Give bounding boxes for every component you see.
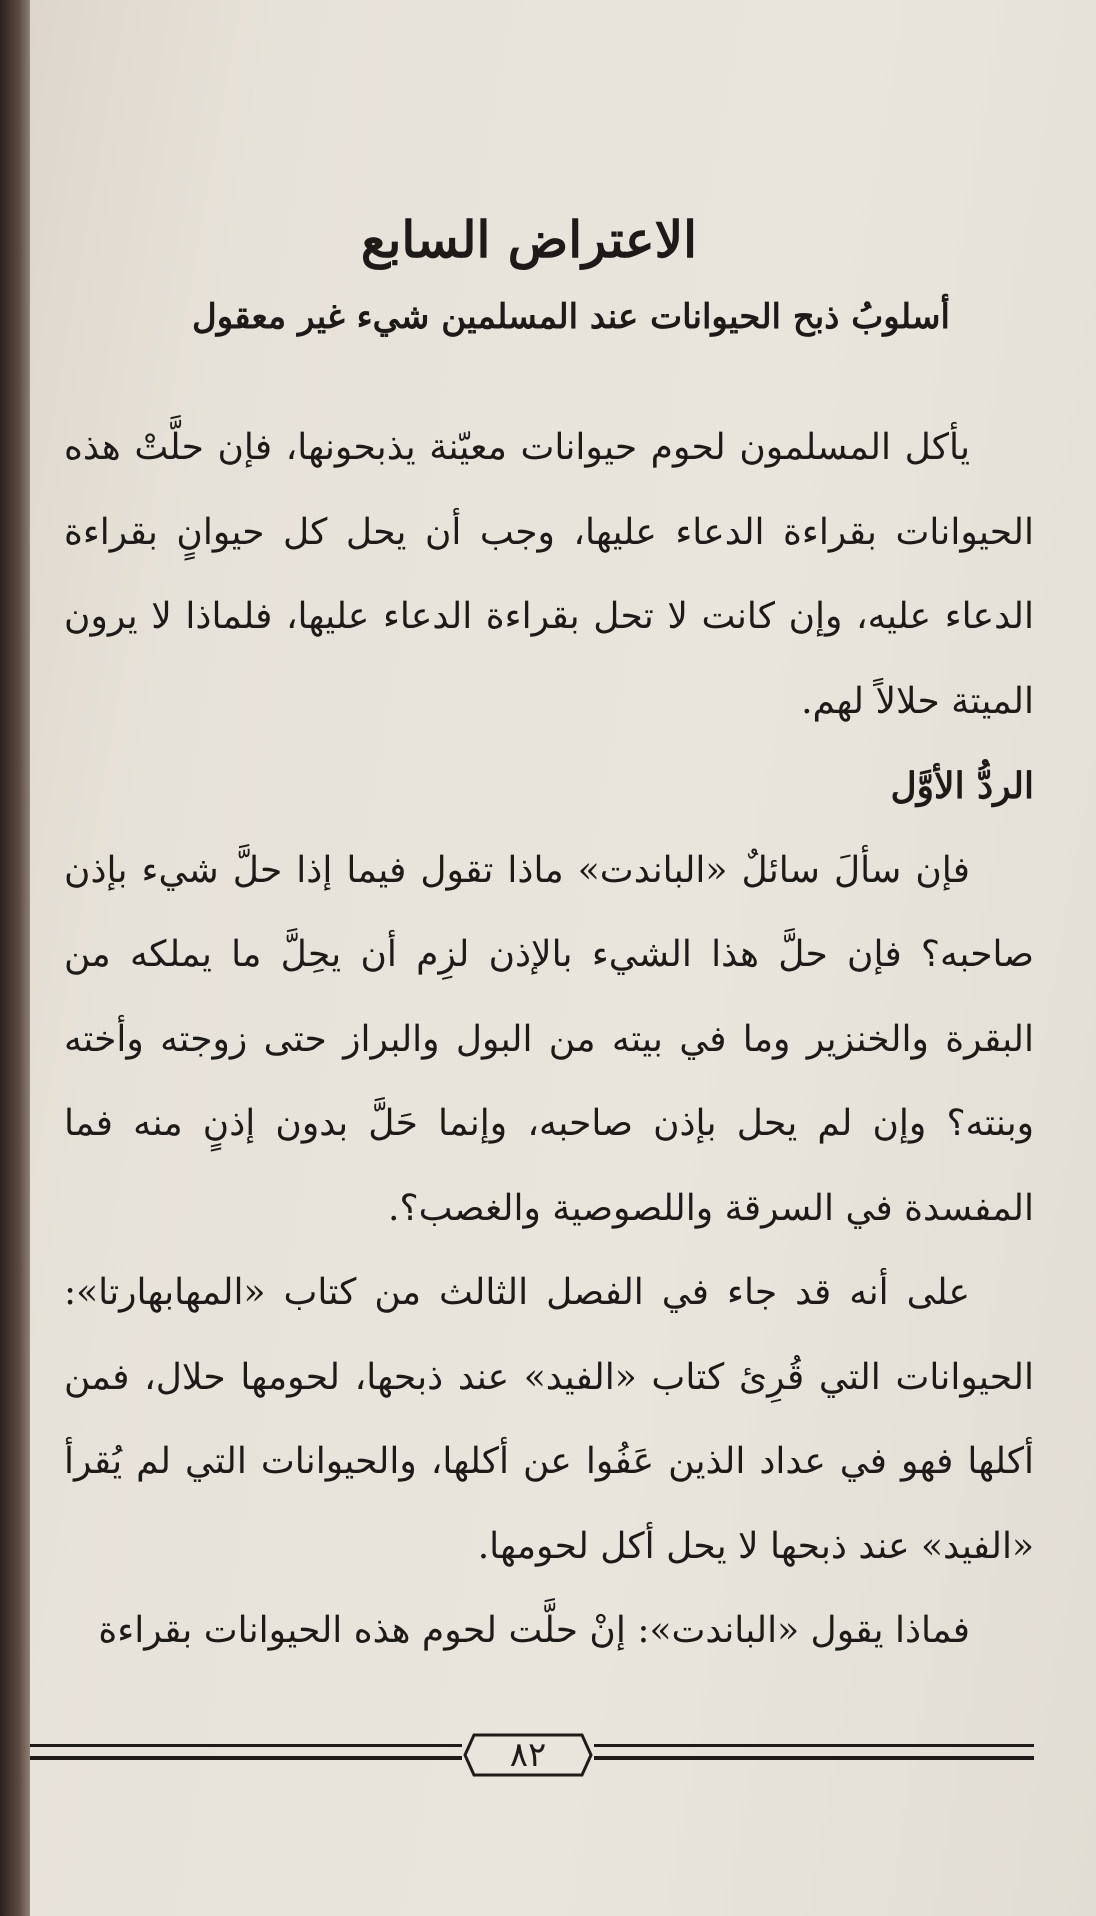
chapter-title: الاعتراض السابع xyxy=(360,210,698,269)
book-page xyxy=(30,0,1096,1916)
paragraph-1: يأكل المسلمون لحوم حيوانات معيّنة يذبحونها، فإن حلَّتْ هذه الحيوانات بقراءة الدعاء عليها، وجب أن يحل كل حيوانٍ بقراءة الدعاء عليه، وإن كانت لا تحل بقراءة الدعاء عليها، فلماذا لا يرون الميتة حلالاً لهم. xyxy=(64,427,1035,722)
paragraph-3: على أنه قد جاء في الفصل الثالث من كتاب «المهابهارتا»: الحيوانات التي قُرِئ كتاب «الفيد» عند ذبحها، لحومها حلال، فمن أكلها فهو في عداد الذين عَفُوا عن أكلها، والحيوانات التي لم يُقرأ «الفيد» عند ذبحها لا يحل أكل لحومها. xyxy=(64,1272,1034,1567)
book-spine xyxy=(0,0,34,1916)
page-content xyxy=(64,210,1034,1674)
page-footer xyxy=(30,1722,1096,1802)
page-body xyxy=(64,406,1034,1674)
page-number: ٨٢ xyxy=(509,1735,547,1775)
footer-rule-left-bottom xyxy=(30,1756,462,1760)
footer-rule-right-top xyxy=(594,1744,1034,1747)
paragraph-2: فإن سألَ سائلٌ «الباندت» ماذا تقول فيما إذا حلَّ شيء بإذن صاحبه؟ فإن حلَّ هذا الشيء بالإذن لزِم أن يحِلَّ ما يملكه من البقرة والخنزير وما في بيته من البول والبراز حتى زوجته وأخته وبنته؟ وإن لم يحل بإذن صاحبه، وإنما حَلَّ بدون إذنٍ منه فما المفسدة في السرقة واللصوصية والغصب؟. xyxy=(64,849,1034,1229)
section-heading: الردُّ الأوَّل xyxy=(890,765,1034,807)
paragraph-4: فماذا يقول «الباندت»: إنْ حلَّت لحوم هذه الحيوانات بقراءة xyxy=(98,1610,970,1651)
chapter-subtitle: أسلوبُ ذبح الحيوانات عند المسلمين شيء غير معقول xyxy=(192,297,950,337)
footer-rule-right-bottom xyxy=(594,1756,1034,1760)
footer-rule-left-top xyxy=(30,1744,462,1747)
